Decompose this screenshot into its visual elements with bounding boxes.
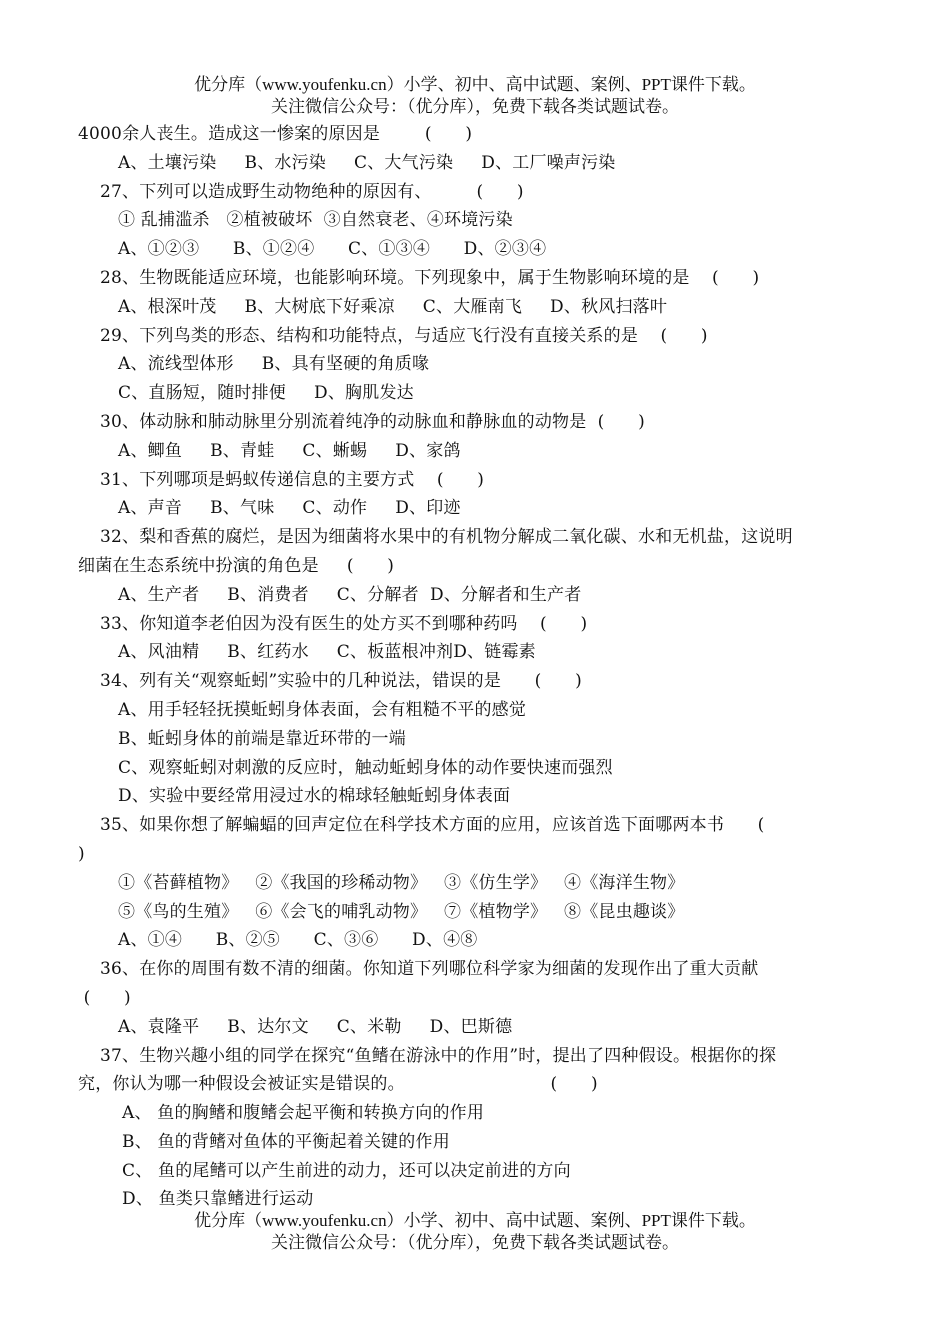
question-37: 37、生物兴趣小组的同学在探究“鱼鳍在游泳中的作用”时，提出了四种假设。根据你的探 (100, 1045, 777, 1066)
question-37-option-b: B、 鱼的背鳍对鱼体的平衡起着关键的作用 (122, 1131, 450, 1152)
footer-line-2: 关注微信公众号：（优分库），免费下载各类试题试卷。 (271, 1233, 679, 1252)
question-35-cont: ) (78, 843, 85, 864)
question-28-options: A、根深叶茂 B、大树底下好乘凉 C、大雁南飞 D、秋风扫落叶 (118, 296, 668, 317)
question-35-books-2: ⑤《鸟的生殖》 ⑥《会飞的哺乳动物》 ⑦《植物学》 ⑧《昆虫趣谈》 (118, 901, 685, 922)
question-28: 28、生物既能适应环境，也能影响环境。下列现象中，属于生物影响环境的是 ( ) (100, 267, 760, 288)
question-27-items: ① 乱捕滥杀 ②植被破坏 ③自然衰老、④环境污染 (118, 210, 513, 231)
question-34-option-b: B、蚯蚓身体的前端是靠近环带的一端 (118, 728, 406, 749)
question-31-options: A、声音 B、气味 C、动作 D、印迹 (118, 498, 461, 519)
question-34-option-c: C、观察蚯蚓对刺激的反应时，触动蚯蚓身体的动作要快速而强烈 (118, 757, 613, 778)
question-body (78, 120, 878, 1214)
question-37-cont: 究，你认为哪一种假设会被证实是错误的。 ( ) (78, 1074, 598, 1095)
page-footer-watermark (0, 1210, 950, 1254)
question-31: 31、下列哪项是蚂蚁传递信息的主要方式 ( ) (100, 469, 485, 490)
question-37-option-d: D、 鱼类只靠鳍进行运动 (122, 1189, 314, 1210)
question-26-options: A、土壤污染 B、水污染 C、大气污染 D、工厂噪声污染 (118, 152, 616, 173)
question-37-option-a: A、 鱼的胸鳍和腹鳍会起平衡和转换方向的作用 (122, 1103, 485, 1124)
question-36-options: A、袁隆平 B、达尔文 C、米勒 D、巴斯德 (118, 1016, 513, 1037)
question-30-options: A、鲫鱼 B、青蛙 C、蜥蜴 D、家鸽 (118, 440, 461, 461)
question-37-option-c: C、 鱼的尾鳍可以产生前进的动力，还可以决定前进的方向 (122, 1160, 571, 1181)
question-29: 29、下列鸟类的形态、结构和功能特点，与适应飞行没有直接关系的是 ( ) (100, 325, 708, 346)
question-32: 32、梨和香蕉的腐烂，是因为细菌将水果中的有机物分解成二氧化碳、水和无机盐，这说明 (100, 527, 793, 548)
question-27: 27、下列可以造成野生动物绝种的原因有、 ( ) (100, 181, 524, 202)
question-34: 34、列有关“观察蚯蚓”实验中的几种说法，错误的是 ( ) (100, 671, 582, 692)
question-35-options: A、①④ B、②⑤ C、③⑥ D、④⑧ (118, 930, 478, 951)
question-36-cont: ( ) (78, 987, 131, 1008)
question-35: 35、如果你想了解蝙蝠的回声定位在科学技术方面的应用，应该首选下面哪两本书 ( (100, 815, 765, 836)
header-line-2: 关注微信公众号：（优分库），免费下载各类试题试卷。 (271, 97, 679, 116)
question-34-option-a: A、用手轻轻抚摸蚯蚓身体表面，会有粗糙不平的感觉 (118, 699, 527, 720)
question-26-tail: 4000余人丧生。造成这一惨案的原因是 ( ) (78, 124, 473, 144)
question-27-options: A、①②③ B、①②④ C、①③④ D、②③④ (118, 239, 547, 260)
question-32-cont: 细菌在生态系统中扮演的角色是 ( ) (78, 555, 395, 576)
question-32-options: A、生产者 B、消费者 C、分解者 D、分解者和生产者 (118, 584, 582, 605)
footer-line-1: 优分库（www.youfenku.cn）小学、初中、高中试题、案例、PPT课件下载。 (194, 1211, 756, 1230)
question-33-options: A、风油精 B、红药水 C、板蓝根冲剂D、链霉素 (118, 642, 536, 663)
question-34-option-d: D、实验中要经常用浸过水的棉球轻触蚯蚓身体表面 (118, 786, 511, 807)
question-30: 30、体动脉和肺动脉里分别流着纯净的动脉血和静脉血的动物是 ( ) (100, 411, 645, 432)
page-header-watermark (0, 74, 950, 118)
question-36: 36、在你的周围有数不清的细菌。你知道下列哪位科学家为细菌的发现作出了重大贡献 (100, 959, 759, 980)
question-33: 33、你知道李老伯因为没有医生的处方买不到哪种药吗 ( ) (100, 613, 588, 634)
question-35-books-1: ①《苔藓植物》 ②《我国的珍稀动物》 ③《仿生学》 ④《海洋生物》 (118, 872, 685, 893)
question-29-options-cd: C、直肠短，随时排便 D、胸肌发达 (118, 383, 414, 404)
question-29-options-ab: A、流线型体形 B、具有坚硬的角质喙 (118, 354, 430, 375)
header-line-1: 优分库（www.youfenku.cn）小学、初中、高中试题、案例、PPT课件下载。 (194, 75, 756, 94)
